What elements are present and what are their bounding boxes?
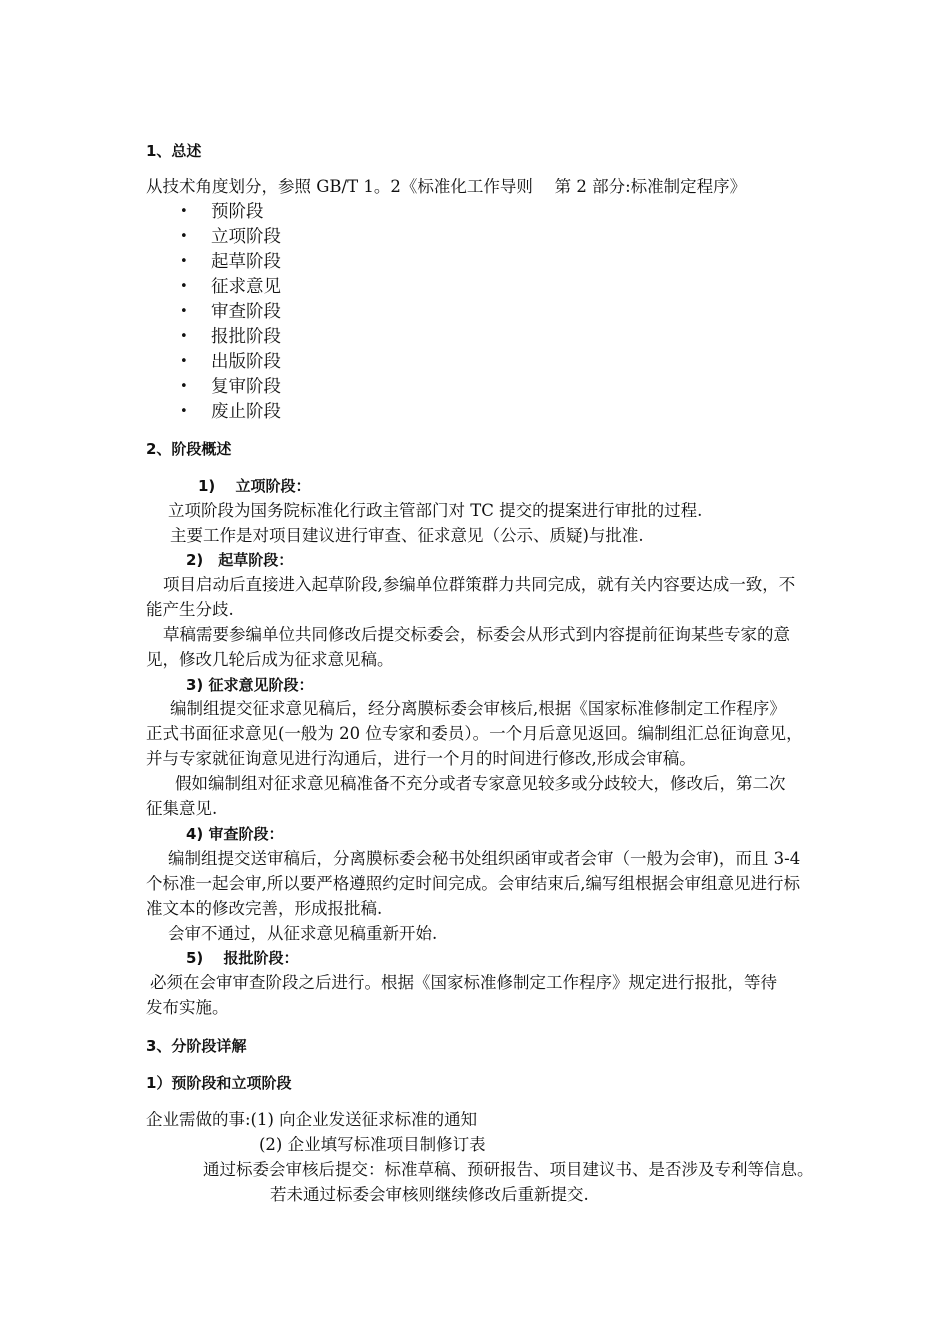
bullet-icon: • (180, 204, 188, 219)
bullet-icon: • (180, 379, 188, 394)
section-1-title: 1、总述 (146, 142, 202, 160)
paragraph-line: 能产生分歧. (146, 600, 234, 619)
stage-item: 复审阶段 (211, 377, 281, 397)
section-3-title: 3、分阶段详解 (146, 1037, 247, 1055)
paragraph-line: 假如编制组对征求意见稿准备不充分或者专家意见较多或分歧较大，修改后，第二次 (175, 774, 786, 793)
paragraph-line: 见，修改几轮后成为征求意见稿。 (146, 650, 394, 669)
bullet-icon: • (180, 354, 188, 369)
paragraph-line: 准文本的修改完善，形成报批稿. (146, 899, 383, 918)
stage-item: 征求意见 (211, 277, 281, 297)
stage-4-heading: 4) 审查阶段： (186, 825, 284, 843)
paragraph-line: 通过标委会审核后提交：标准草稿、预研报告、项目建议书、是否涉及专利等信息。 (203, 1160, 814, 1179)
paragraph-line: 会审不通过，从征求意见稿重新开始. (168, 924, 438, 943)
paragraph-line: 必须在会审审查阶段之后进行。根据《国家标准修制定工作程序》规定进行报批，等待 (150, 973, 777, 992)
stage-item: 出版阶段 (211, 352, 281, 372)
subsection-1-title: 1）预阶段和立项阶段 (146, 1074, 292, 1092)
bullet-icon: • (180, 229, 188, 244)
stage-2-heading: 2) 起草阶段： (186, 551, 294, 569)
bullet-icon: • (180, 279, 188, 294)
paragraph-line: 个标准一起会审,所以要严格遵照约定时间完成。会审结束后,编写组根据会审组意见进行标 (146, 874, 800, 893)
paragraph-line: 立项阶段为国务院标准化行政主管部门对 TC 提交的提案进行审批的过程. (168, 501, 703, 520)
stage-item: 审查阶段 (211, 302, 281, 322)
stage-item: 报批阶段 (211, 327, 281, 347)
paragraph-line: 正式书面征求意见(一般为 20 位专家和委员）。一个月后意见返回。编制组汇总征询意见， (146, 724, 803, 743)
section-1-intro: 从技术角度划分，参照 GB/T 1。2《标准化工作导则 第 2 部分:标准制定程序》 (146, 177, 747, 196)
paragraph-line: 草稿需要参编单位共同修改后提交标委会，标委会从形式到内容提前征询某些专家的意 (163, 625, 790, 644)
paragraph-line: 发布实施。 (146, 998, 229, 1017)
paragraph-line: 编制组提交征求意见稿后，经分离膜标委会审核后,根据《国家标准修制定工作程序》 (170, 699, 786, 718)
section-2-title: 2、阶段概述 (146, 440, 232, 458)
stage-item: 预阶段 (211, 202, 264, 222)
paragraph-line: 若未通过标委会审核则继续修改后重新提交. (270, 1185, 589, 1204)
bullet-icon: • (180, 329, 188, 344)
paragraph-line: (2) 企业填写标准项目制修订表 (259, 1135, 486, 1154)
stage-item: 废止阶段 (211, 402, 281, 422)
stage-5-heading: 5) 报批阶段： (186, 949, 299, 967)
paragraph-line: 编制组提交送审稿后，分离膜标委会秘书处组织函审或者会审（一般为会审)，而且 3-4 (168, 849, 801, 868)
stage-item: 起草阶段 (211, 252, 281, 272)
stage-3-heading: 3) 征求意见阶段： (186, 676, 314, 694)
paragraph-line: 并与专家就征询意见进行沟通后，进行一个月的时间进行修改,形成会审稿。 (146, 749, 696, 768)
bullet-icon: • (180, 254, 188, 269)
bullet-icon: • (180, 404, 188, 419)
stage-item: 立项阶段 (211, 227, 281, 247)
paragraph-line: 企业需做的事:(1) 向企业发送征求标准的通知 (146, 1110, 478, 1129)
paragraph-line: 项目启动后直接进入起草阶段,参编单位群策群力共同完成，就有关内容要达成一致，不 (163, 575, 796, 594)
paragraph-line: 主要工作是对项目建议进行审查、征求意见（公示、质疑)与批准. (170, 526, 644, 545)
paragraph-line: 征集意见. (146, 799, 218, 818)
bullet-icon: • (180, 304, 188, 319)
stage-1-heading: 1) 立项阶段： (198, 477, 311, 495)
